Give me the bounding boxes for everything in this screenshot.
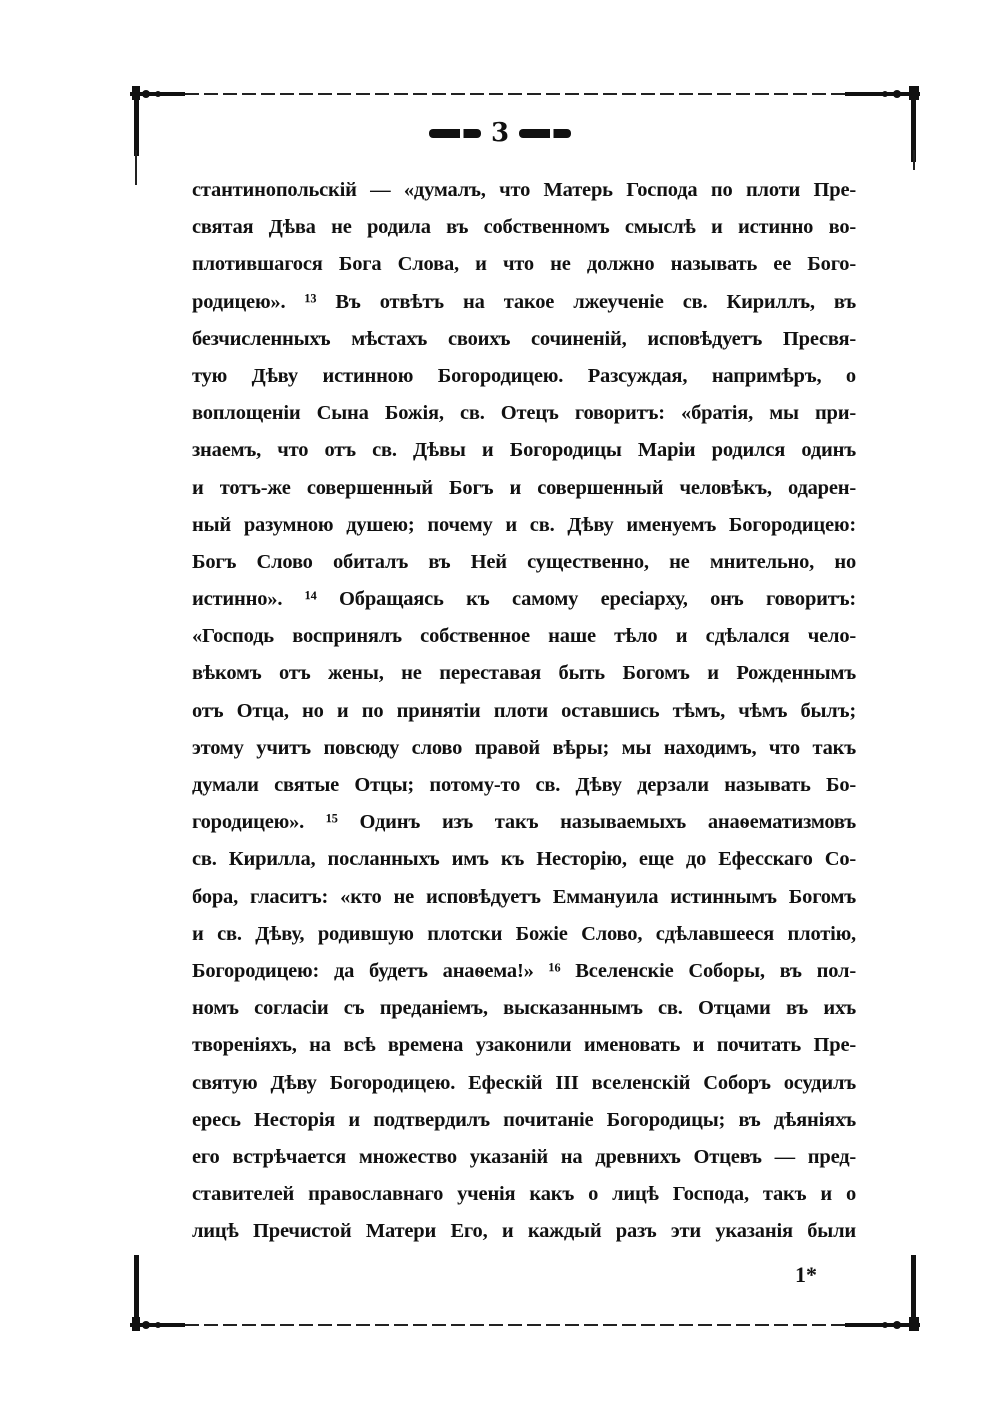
text-line: номъ согласіи съ преданіемъ, высказаннымъ св. Отцами въ ихъ [192, 997, 856, 1020]
header-ornament-left [429, 129, 481, 138]
text-line: святая Дѣва не родила въ собственномъ смыслѣ и истинно во- [192, 216, 856, 239]
text-line: городицею». ¹⁵ Одинъ изъ такъ называемыхъ анаѳематизмовъ [192, 811, 856, 834]
text-line: думали святые Отцы; потому-то св. Дѣву дерзали называть Бо- [192, 774, 856, 796]
text-line: тую Дѣву истинною Богородицею. Разсуждая, напримѣръ, о [192, 364, 856, 387]
text-line: плотившагося Бога Слова, и что не должно называть ее Бого- [192, 253, 856, 276]
text-line: Богородицею: да будетъ анаѳема!» ¹⁶ Вселенскіе Соборы, въ пол- [192, 959, 856, 982]
text-line: св. Кирилла, посланныхъ имъ къ Несторію, еще до Ефесскаго Со- [192, 848, 856, 871]
text-line: отъ Отца, но и по принятіи плоти оставшись тѣмъ, чѣмъ былъ; [192, 699, 856, 722]
frame-top-rule [185, 93, 860, 95]
text-line: бора, гласитъ: «кто не исповѣдуетъ Еммануила истиннымъ Богомъ [192, 885, 856, 908]
text-line: стантинопольскій — «думалъ, что Матерь Господа по плоти Пре- [192, 179, 856, 201]
text-line: Богъ Слово обиталъ въ Ней существенно, не мнительно, но [192, 550, 856, 573]
running-head [0, 118, 1000, 148]
text-line: безчисленныхъ мѣстахъ своихъ сочиненій, исповѣдуетъ Пресвя- [192, 327, 856, 350]
text-line: этому учитъ повсюду слово правой вѣры; мы находимъ, что такъ [192, 736, 856, 759]
text-line: святую Дѣву Богородицею. Ефескій III вселенскій Соборъ осудилъ [192, 1071, 856, 1094]
text-line: лицѣ Пречистой Матери Его, и каждый разъ эти указанія были [192, 1220, 856, 1243]
text-line: воплощеніи Сына Божія, св. Отецъ говоритъ: «братія, мы при- [192, 402, 856, 425]
text-line: ставителей православнаго ученія какъ о лицѣ Господа, такъ и о [192, 1183, 856, 1206]
text-line: и св. Дѣву, родившую плотски Божіе Слово, сдѣлавшееся плотію, [192, 922, 856, 945]
corner-ornament-bottom-right [845, 1255, 925, 1335]
body-text [192, 172, 856, 1250]
frame-bottom-rule [185, 1324, 860, 1326]
page-number: 3 [490, 118, 510, 148]
text-line: и тотъ-же совершенный Богъ и совершенный человѣкъ, одарен- [192, 476, 856, 499]
left-margin-tick [135, 150, 137, 185]
text-line: знаемъ, что отъ св. Дѣвы и Богородицы Маріи родился одинъ [192, 439, 856, 462]
header-ornament-right [519, 129, 571, 138]
text-line: ересь Несторія и подтвердилъ почитаніе Богородицы; въ дѣяніяхъ [192, 1108, 856, 1131]
text-line: твореніяхъ, на всѣ времена узаконили именовать и почитать Пре- [192, 1034, 856, 1057]
text-line: истинно». ¹⁴ Обращаясь къ самому ересіарху, онъ говоритъ: [192, 588, 856, 611]
signature-mark: 1* [795, 1262, 817, 1287]
text-line: его встрѣчается множество указаній на древнихъ Отцевъ — пред- [192, 1145, 856, 1168]
right-margin-tick [913, 150, 915, 170]
text-line: вѣкомъ отъ жены, не переставая быть Богомъ и Рожденнымъ [192, 662, 856, 685]
text-line: родицею». ¹³ Въ отвѣтъ на такое лжеученіе св. Кириллъ, въ [192, 290, 856, 313]
text-line: ный разумною душею; почему и св. Дѣву именуемъ Богородицею: [192, 513, 856, 536]
text-line: «Господь воспринялъ собственное наше тѣло и сдѣлался чело- [192, 625, 856, 648]
corner-ornament-bottom-left [130, 1255, 190, 1335]
